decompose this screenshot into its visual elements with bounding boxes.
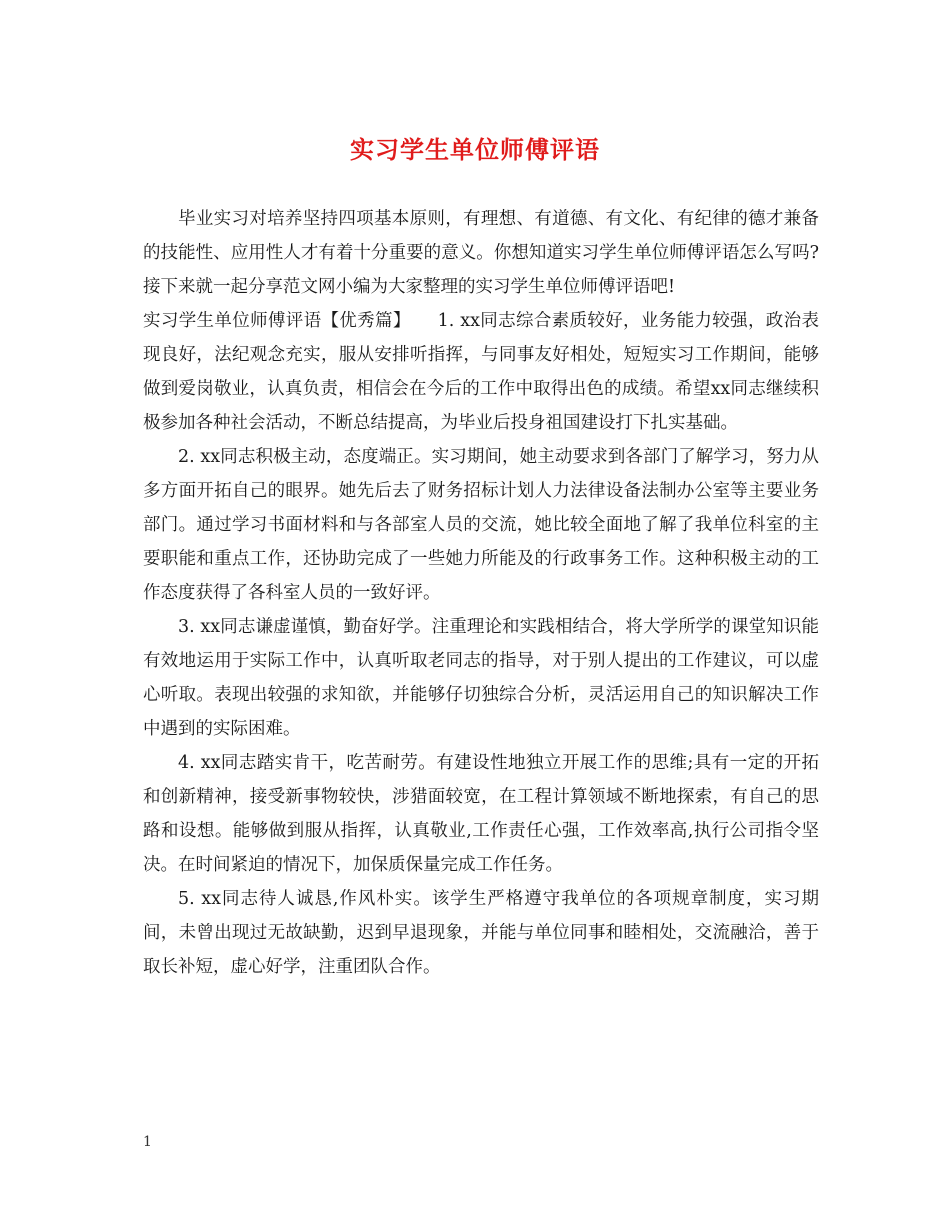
- intro-paragraph: 毕业实习对培养坚持四项基本原则，有理想、有道德、有文化、有纪律的德才兼备的技能性、应用性人才有着十分重要的意义。你想知道实习学生单位师傅评语怎么写吗?接下来就一起分享范文网小编为大家整理的实习学生单位师傅评语吧!: [143, 209, 819, 297]
- document-title: 实习学生单位师傅评语: [350, 135, 600, 164]
- page-number: 1: [143, 1134, 152, 1150]
- comment-paragraph-3: 3. xx同志谦虚谨慎，勤奋好学。注重理论和实践相结合，将大学所学的课堂知识能有效地运用于实际工作中，认真听取老同志的指导，对于别人提出的工作建议，可以虚心听取。表现出较强的求知欲，并能够仔切独综合分析，灵活运用自己的知识解决工作中遇到的实际困难。: [143, 617, 819, 739]
- document-body: [143, 202, 819, 984]
- comment-paragraph-2: 2. xx同志积极主动，态度端正。实习期间，她主动要求到各部门了解学习，努力从多方面开拓自己的眼界。她先后去了财务招标计划人力法律设备法制办公室等主要业务部门。通过学习书面材料和与各部室人员的交流，她比较全面地了解了我单位科室的主要职能和重点工作，还协助完成了一些她力所能及的行政事务工作。这种积极主动的工作态度获得了各科室人员的一致好评。: [143, 447, 819, 603]
- comment-paragraph-1: 实习学生单位师傅评语【优秀篇】 1. xx同志综合素质较好，业务能力较强，政治表现良好，法纪观念充实，服从安排听指挥，与同事友好相处，短短实习工作期间，能够做到爱岗敬业，认真负责，相信会在今后的工作中取得出色的成绩。希望xx同志继续积极参加各种社会活动，不断总结提高，为毕业后投身祖国建设打下扎实基础。: [143, 311, 819, 433]
- comment-paragraph-5: 5. xx同志待人诚恳,作风朴实。该学生严格遵守我单位的各项规章制度，实习期间，未曾出现过无故缺勤，迟到早退现象，并能与单位同事和睦相处，交流融洽，善于取长补短，虚心好学，注重团队合作。: [143, 889, 819, 977]
- comment-paragraph-4: 4. xx同志踏实肯干，吃苦耐劳。有建设性地独立开展工作的思维;具有一定的开拓和创新精神，接受新事物较快，涉猎面较宽，在工程计算领域不断地探索，有自己的思路和设想。能够做到服从指挥，认真敬业,工作责任心强，工作效率高,执行公司指令坚决。在时间紧迫的情况下，加保质保量完成工作任务。: [143, 753, 819, 875]
